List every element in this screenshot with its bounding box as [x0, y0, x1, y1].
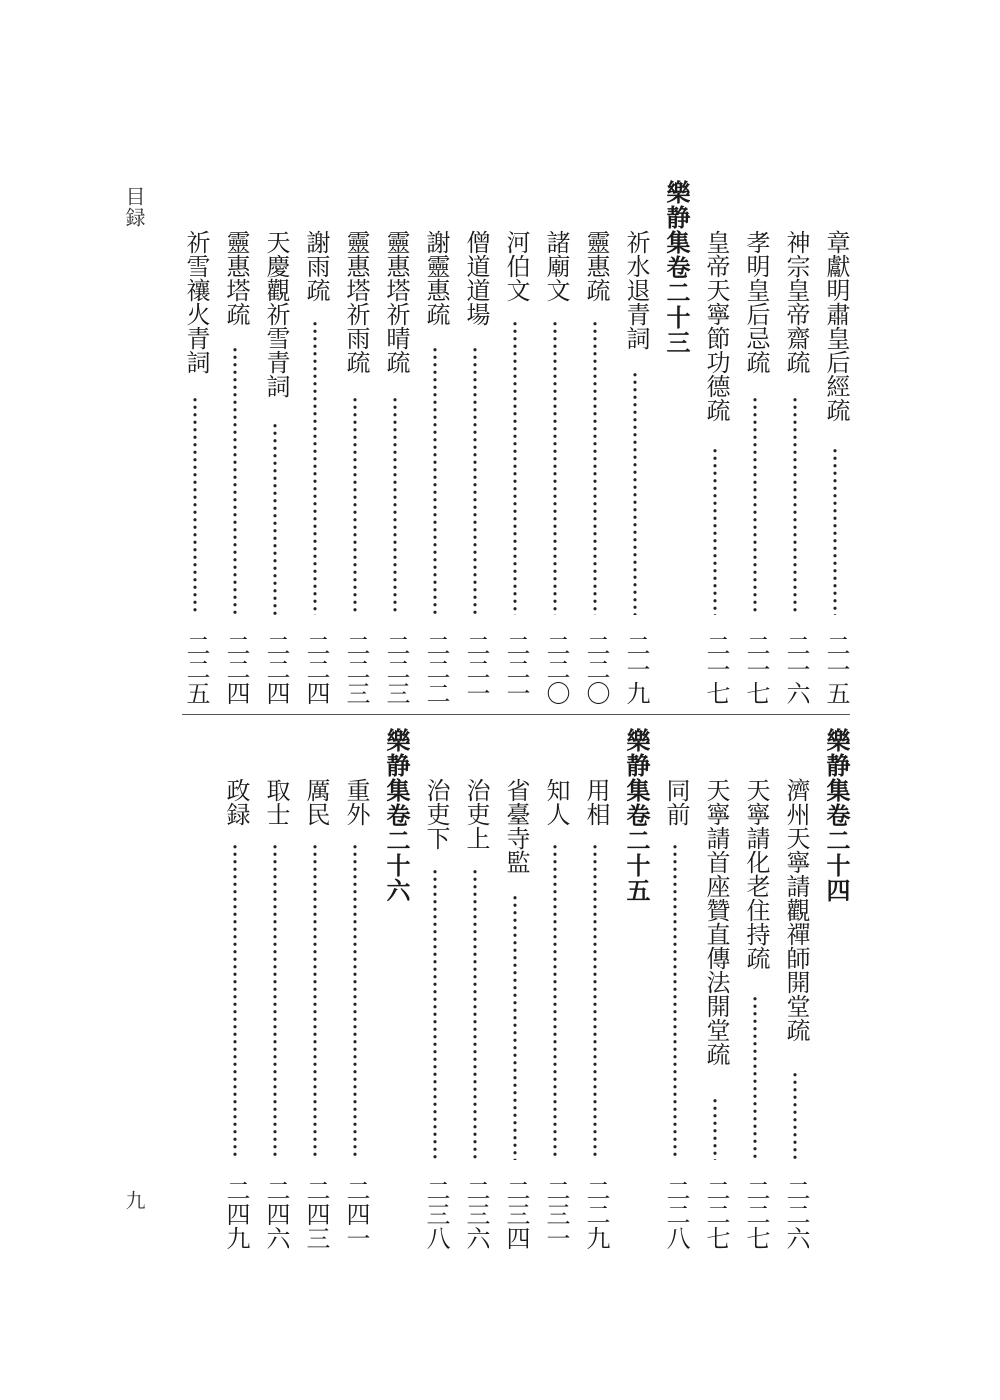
entry-page-number: 二四六	[262, 1178, 290, 1250]
dot-leader	[273, 843, 277, 1160]
entry-title: 神宗皇帝齋疏	[782, 230, 810, 374]
toc-entry[interactable]	[544, 230, 568, 705]
toc-entry[interactable]	[824, 230, 848, 705]
page-number: 九	[122, 1190, 146, 1211]
toc-entry[interactable]	[704, 230, 728, 705]
dot-leader	[753, 995, 757, 1160]
running-head: 目録	[122, 186, 146, 228]
toc-entry[interactable]	[384, 230, 408, 705]
entry-title: 厲民	[302, 778, 330, 826]
toc-entry[interactable]	[224, 230, 248, 705]
dot-leader	[313, 320, 317, 615]
entry-title: 諸廟文	[542, 230, 570, 302]
dot-leader	[273, 422, 277, 615]
dot-leader	[193, 396, 197, 614]
toc-entry[interactable]	[584, 778, 608, 1250]
entry-page-number: 二二七	[702, 1178, 730, 1250]
dot-leader	[793, 1071, 797, 1159]
entry-page-number: 二四九	[222, 1178, 250, 1250]
entry-title: 治吏上	[462, 778, 490, 850]
entry-page-number: 二二四	[302, 633, 330, 705]
dot-leader	[633, 371, 637, 615]
entry-page-number: 二二三	[382, 633, 410, 705]
dot-leader	[553, 843, 557, 1160]
volume-heading: 樂静集卷二十五	[622, 728, 650, 903]
toc-entry[interactable]	[464, 230, 488, 705]
dot-leader	[593, 843, 597, 1160]
entry-title: 靈惠塔祈雨疏	[342, 230, 370, 374]
dot-leader	[713, 1097, 717, 1160]
entry-page-number: 二二二	[422, 633, 450, 705]
entry-title: 天寧請化老住持疏	[742, 778, 770, 970]
entry-title: 孝明皇后忌疏	[742, 230, 770, 374]
entry-page-number: 二一六	[782, 633, 810, 705]
dot-leader	[673, 843, 677, 1160]
entry-page-number: 二二七	[742, 1178, 770, 1250]
toc-entry[interactable]	[704, 778, 728, 1250]
toc-entry[interactable]	[504, 778, 528, 1250]
entry-page-number: 二二〇	[542, 633, 570, 705]
dot-leader	[473, 868, 477, 1160]
entry-title: 省臺寺監	[502, 778, 530, 874]
entry-page-number: 二三一	[542, 1178, 570, 1250]
entry-title: 取士	[262, 778, 290, 826]
dot-leader	[233, 346, 237, 615]
entry-title: 章獻明肅皇后經疏	[822, 230, 850, 422]
dot-leader	[233, 843, 237, 1160]
entry-page-number: 二一五	[822, 633, 850, 705]
toc-entry[interactable]	[424, 778, 448, 1250]
entry-page-number: 二二五	[182, 633, 210, 705]
entry-page-number: 二二三	[342, 633, 370, 705]
entry-page-number: 二二八	[662, 1178, 690, 1250]
toc-entry[interactable]	[224, 778, 248, 1250]
entry-title: 治吏下	[422, 778, 450, 850]
entry-page-number: 二四一	[342, 1178, 370, 1250]
entry-page-number: 二三六	[462, 1178, 490, 1250]
dot-leader	[353, 396, 357, 614]
toc-entry[interactable]	[264, 230, 288, 705]
dot-leader	[433, 346, 437, 615]
entry-title: 重外	[342, 778, 370, 826]
toc-entry[interactable]	[184, 230, 208, 705]
entry-page-number: 二二〇	[582, 633, 610, 705]
dot-leader	[553, 320, 557, 615]
entry-title: 天寧請首座贊直傳法開堂疏	[702, 778, 730, 1066]
dot-leader	[313, 843, 317, 1160]
toc-entry[interactable]	[264, 778, 288, 1250]
entry-page-number: 二三四	[502, 1178, 530, 1250]
dot-leader	[753, 396, 757, 614]
dot-leader	[393, 396, 397, 614]
entry-title: 靈惠塔祈晴疏	[382, 230, 410, 374]
entry-title: 皇帝天寧節功德疏	[702, 230, 730, 422]
entry-page-number: 二一七	[742, 633, 770, 705]
toc-entry[interactable]	[344, 230, 368, 705]
entry-title: 祈水退青詞	[622, 230, 650, 350]
dot-leader	[713, 447, 717, 615]
toc-entry[interactable]	[424, 230, 448, 705]
toc-entry[interactable]	[624, 230, 648, 705]
dot-leader	[513, 894, 517, 1160]
entry-title: 謝雨疏	[302, 230, 330, 302]
toc-entry[interactable]	[584, 230, 608, 705]
entry-page-number: 二二四	[262, 633, 290, 705]
toc-entry[interactable]	[304, 230, 328, 705]
dot-leader	[473, 346, 477, 615]
entry-page-number: 二一七	[702, 633, 730, 705]
dot-leader	[353, 843, 357, 1160]
dot-leader	[793, 396, 797, 614]
entry-page-number: 二四三	[302, 1178, 330, 1250]
entry-page-number: 二二一	[462, 633, 490, 705]
entry-page-number: 二一九	[622, 633, 650, 705]
dot-leader	[433, 868, 437, 1160]
volume-heading: 樂静集卷二十三	[662, 180, 690, 355]
entry-title: 謝靈惠疏	[422, 230, 450, 326]
volume-heading: 樂静集卷二十六	[382, 728, 410, 903]
toc-entry[interactable]	[344, 778, 368, 1250]
section-divider	[182, 714, 850, 715]
entry-page-number: 二二九	[582, 1178, 610, 1250]
entry-title: 天慶觀祈雪青詞	[262, 230, 290, 398]
entry-title: 祈雪禳火青詞	[182, 230, 210, 374]
volume-heading: 樂静集卷二十四	[822, 728, 850, 903]
entry-title: 濟州天寧請觀禪師開堂疏	[782, 778, 810, 1042]
toc-entry[interactable]	[784, 230, 808, 705]
toc-entry[interactable]	[304, 778, 328, 1250]
dot-leader	[513, 320, 517, 615]
entry-title: 靈惠塔疏	[222, 230, 250, 326]
entry-title: 靈惠疏	[582, 230, 610, 302]
dot-leader	[593, 320, 597, 615]
entry-title: 僧道道場	[462, 230, 490, 326]
entry-title: 知人	[542, 778, 570, 826]
toc-entry[interactable]	[784, 778, 808, 1250]
entry-page-number: 二二一	[502, 633, 530, 705]
dot-leader	[833, 447, 837, 615]
toc-entry[interactable]	[464, 778, 488, 1250]
entry-title: 河伯文	[502, 230, 530, 302]
entry-page-number: 二三八	[422, 1178, 450, 1250]
entry-title: 同前	[662, 778, 690, 826]
entry-title: 政録	[222, 778, 250, 826]
toc-entry[interactable]	[504, 230, 528, 705]
toc-entry[interactable]	[544, 778, 568, 1250]
toc-entry[interactable]	[744, 230, 768, 705]
entry-page-number: 二二四	[222, 633, 250, 705]
toc-entry[interactable]	[744, 778, 768, 1250]
entry-title: 用相	[582, 778, 610, 826]
toc-entry[interactable]	[664, 778, 688, 1250]
entry-page-number: 二二六	[782, 1178, 810, 1250]
